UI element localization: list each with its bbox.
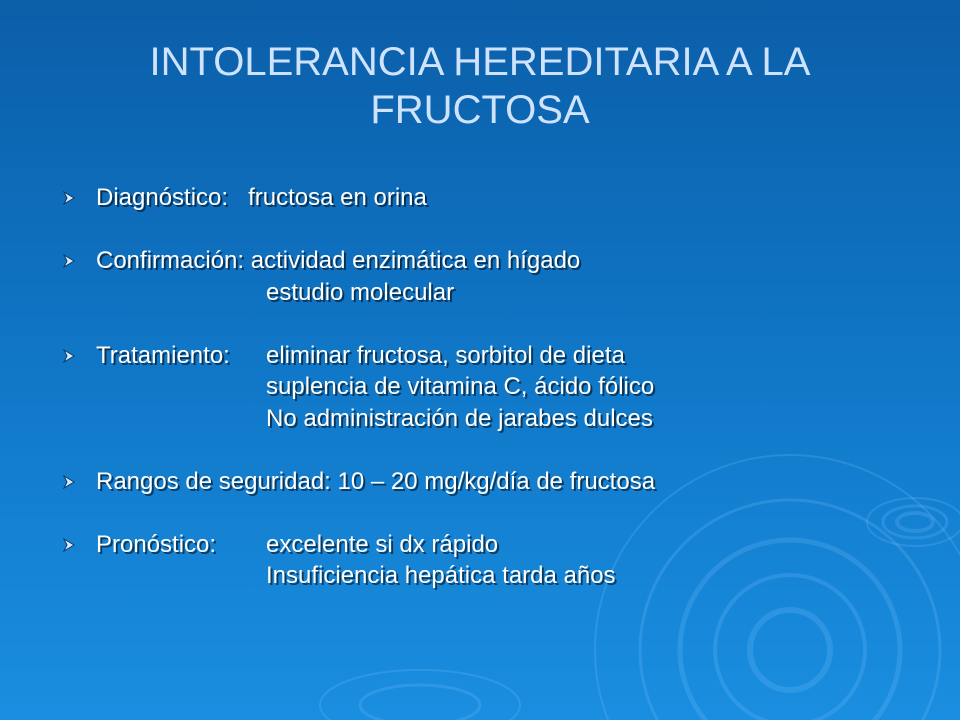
item-value: 10 – 20 mg/kg/día de fructosa (337, 467, 656, 495)
item-value: fructosa en orina (248, 184, 427, 211)
item-value: estudio molecular (266, 278, 455, 306)
arrow-bullet-icon (62, 475, 76, 489)
arrow-bullet-icon (62, 191, 76, 205)
list-item-pronostico (62, 529, 922, 592)
item-value: eliminar fructosa, sorbitol de dieta (266, 341, 625, 369)
item-label: Rangos de seguridad: (96, 467, 331, 495)
slide-title: INTOLERANCIA HEREDITARIA A LA FRUCTOSA (149, 40, 811, 132)
item-value: Insuficiencia hepática tarda años (266, 562, 616, 589)
list-item-confirmacion (62, 245, 922, 308)
arrow-bullet-icon (62, 254, 76, 268)
list-item-diagnostico (62, 182, 922, 214)
item-label: Tratamiento: (96, 341, 230, 369)
arrow-bullet-icon (62, 538, 76, 552)
list-item-rangos (62, 466, 922, 498)
list-item-tratamiento (62, 340, 922, 435)
arrow-bullet-icon (62, 349, 76, 363)
item-value: No administración de jarabes dulces (266, 404, 653, 432)
slide-content (62, 182, 922, 623)
item-label: Diagnóstico: (96, 184, 229, 211)
item-label: Pronóstico: (96, 530, 217, 558)
item-value: suplencia de vitamina C, ácido fólico (266, 373, 655, 400)
item-value: actividad enzimática en hígado (250, 247, 581, 274)
item-value: excelente si dx rápido (266, 530, 499, 558)
item-label: Confirmación: (96, 247, 245, 274)
